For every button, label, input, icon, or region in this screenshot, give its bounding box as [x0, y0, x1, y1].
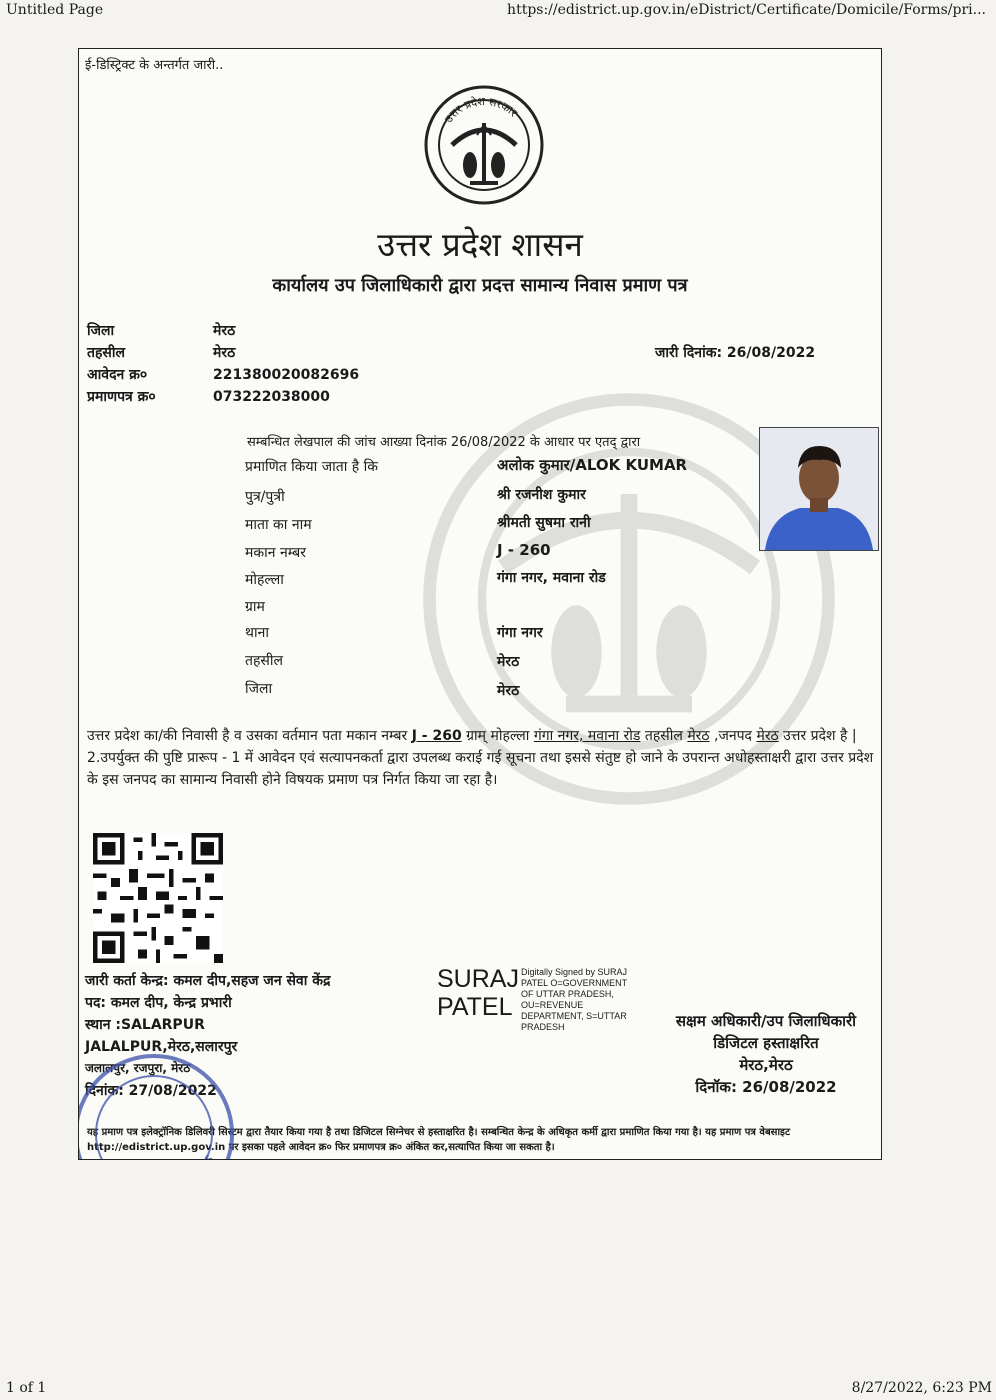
- detail-label: मोहल्ला: [245, 572, 284, 588]
- signature-name-line: SURAJ: [437, 965, 519, 993]
- detail-label: ग्राम: [245, 599, 265, 615]
- meta-label: आवेदन क्र०: [87, 367, 148, 383]
- mother-name: श्रीमती सुषमा रानी: [497, 515, 591, 531]
- body-text: तहसील: [640, 728, 688, 744]
- mohalla: गंगा नगर, मवाना रोड: [497, 570, 606, 586]
- detail-label: मकान नम्बर: [245, 545, 307, 561]
- meta-value: 073222038000: [213, 389, 330, 405]
- body-text: उत्तर प्रदेश का/की निवासी है व उसका वर्तमान पता मकान नम्बर: [87, 728, 412, 744]
- meta-application-no: [87, 365, 359, 384]
- svg-text:जलालपुर तह० व जिला मेरठ: [92, 1153, 219, 1203]
- meta-label: तहसील: [87, 345, 125, 361]
- official-stamp: [78, 1049, 239, 1203]
- detail-label: जिला: [245, 681, 273, 697]
- body-text: ग्राम् मोहल्ला: [461, 728, 534, 744]
- father-name: श्री रजनीश कुमार: [497, 487, 586, 503]
- certificate-subtitle: कार्यालय उप जिलाधिकारी द्वारा प्रदत्त सामान्य निवास प्रमाण पत्र: [272, 275, 688, 296]
- print-timestamp: 8/27/2022, 6:23 PM: [851, 1380, 992, 1396]
- body-paragraph-2: 2.उपर्युक्त की पुष्टि प्रारूप - 1 में आवेदन एवं सत्यापनकर्ता द्वारा उपलब्ध कराई गई सूचना तथा इससे संतुष्ट हो जाने के उपरान्त अधोहस्ताक्षरी द्वारा उत्तर प्रदेश के इस जनपद का सामान्य निवासी होने विषयक प्रमाण पत्र निर्गत किया जा रहा है।: [87, 750, 874, 788]
- issuer-address-1: JALALPUR,मेरठ,सलारपुर: [85, 1039, 238, 1055]
- district: मेरठ: [497, 683, 520, 699]
- digital-signature-name: [437, 965, 519, 1021]
- meta-tehsil: [87, 343, 235, 362]
- issuer-post: पद: कमल दीप, केन्द्र प्रभारी: [85, 995, 232, 1011]
- body-text: ,जनपद: [709, 728, 757, 744]
- digital-signature-detail: Digitally Signed by SURAJ PATEL O=GOVERNMENT OF UTTAR PRADESH, OU=REVENUE DEPARTMENT, S=UTTAR PRADESH: [521, 967, 628, 1032]
- emblem-text: उत्तर प्रदेश सरकार: [442, 94, 520, 126]
- detail-label: प्रमाणित किया जाता है कि: [245, 459, 379, 475]
- house-number: J - 260: [497, 541, 551, 559]
- issuer-date: दिनांक: 27/08/2022: [85, 1083, 217, 1099]
- authority-title: सक्षम अधिकारी/उप जिलाधिकारी: [675, 1012, 857, 1030]
- page-count: 1 of 1: [6, 1380, 47, 1396]
- detail-label: माता का नाम: [245, 517, 312, 533]
- meta-district: [87, 321, 235, 340]
- qr-code[interactable]: [93, 833, 223, 963]
- issuer-center: जारी कर्ता केन्द्र: कमल दीप,सहज जन सेवा केंद्र: [85, 973, 331, 989]
- body-district: मेरठ: [756, 728, 779, 744]
- body-text: उत्तर प्रदेश है |: [778, 728, 857, 744]
- verification-line: सम्बन्धित लेखपाल की जांच आख्या दिनांक 26/08/2022 के आधार पर एतद् द्वारा: [247, 435, 641, 450]
- meta-value: मेरठ: [213, 323, 236, 339]
- authority-signed: डिजिटल हस्ताक्षरित: [713, 1034, 819, 1052]
- authority-date: दिनॉक: 26/08/2022: [695, 1078, 837, 1096]
- detail-label: थाना: [245, 625, 269, 641]
- applicant-name: अलोक कुमार/ALOK KUMAR: [497, 456, 688, 474]
- authority-place: मेरठ,मेरठ: [739, 1056, 793, 1074]
- issued-under-note: ई-डिस्ट्रिक्ट के अन्तर्गत जारी..: [85, 58, 224, 73]
- issuer-place: स्थान :SALARPUR: [85, 1017, 205, 1033]
- meta-label: प्रमाणपत्र क्र०: [87, 389, 156, 405]
- body-tehsil: मेरठ: [687, 728, 710, 744]
- government-title: उत्तर प्रदेश शासन: [377, 225, 583, 264]
- police-station: गंगा नगर: [497, 625, 543, 641]
- signature-name-line: PATEL: [437, 993, 513, 1021]
- detail-label: तहसील: [245, 653, 283, 669]
- certificate-body: [87, 725, 877, 791]
- meta-label: जिला: [87, 323, 115, 339]
- detail-label: पुत्र/पुत्री: [245, 489, 285, 505]
- body-mohalla: गंगा नगर, मवाना रोड: [533, 728, 641, 744]
- browser-url: https://edistrict.up.gov.in/eDistrict/Certificate/Domicile/Forms/pri...: [507, 2, 986, 18]
- svg-text:उत्तर प्रदेश सरकार: [442, 95, 520, 125]
- meta-value: 221380020082696: [213, 367, 360, 383]
- meta-value: मेरठ: [213, 345, 236, 361]
- issue-date: जारी दिनांक: 26/08/2022: [655, 345, 816, 361]
- browser-page-title: Untitled Page: [6, 2, 104, 18]
- certificate: [78, 48, 882, 1203]
- issuer-address-2: जलालपुर, रजपुरा, मेरठ: [85, 1061, 191, 1075]
- body-house: J - 260: [411, 728, 462, 744]
- up-government-emblem: [422, 75, 546, 215]
- meta-certificate-no: [87, 387, 330, 406]
- stamp-text: जलालपुर तह० व जिला मेरठ: [92, 1153, 219, 1203]
- verification-footer-note: यह प्रमाण पत्र इलेक्ट्रॉनिक डिलिवरी सिस्टम द्वारा तैयार किया गया है तथा डिजिटल सिग्नेचर से हस्ताक्षरित है। सम्बन्धित केन्द्र के अधिकृत कर्मी द्वारा प्रमाणित किया गया है। यह प्रमाण पत्र वेबसाइट http://edistrict.up.gov.in पर इसका पहले आवेदन क्र० फिर प्रमाणपत्र क्र० अंकित कर,सत्यापित किया जा सकता है।: [87, 1127, 790, 1153]
- tehsil: मेरठ: [497, 654, 520, 670]
- applicant-photo: [759, 427, 879, 551]
